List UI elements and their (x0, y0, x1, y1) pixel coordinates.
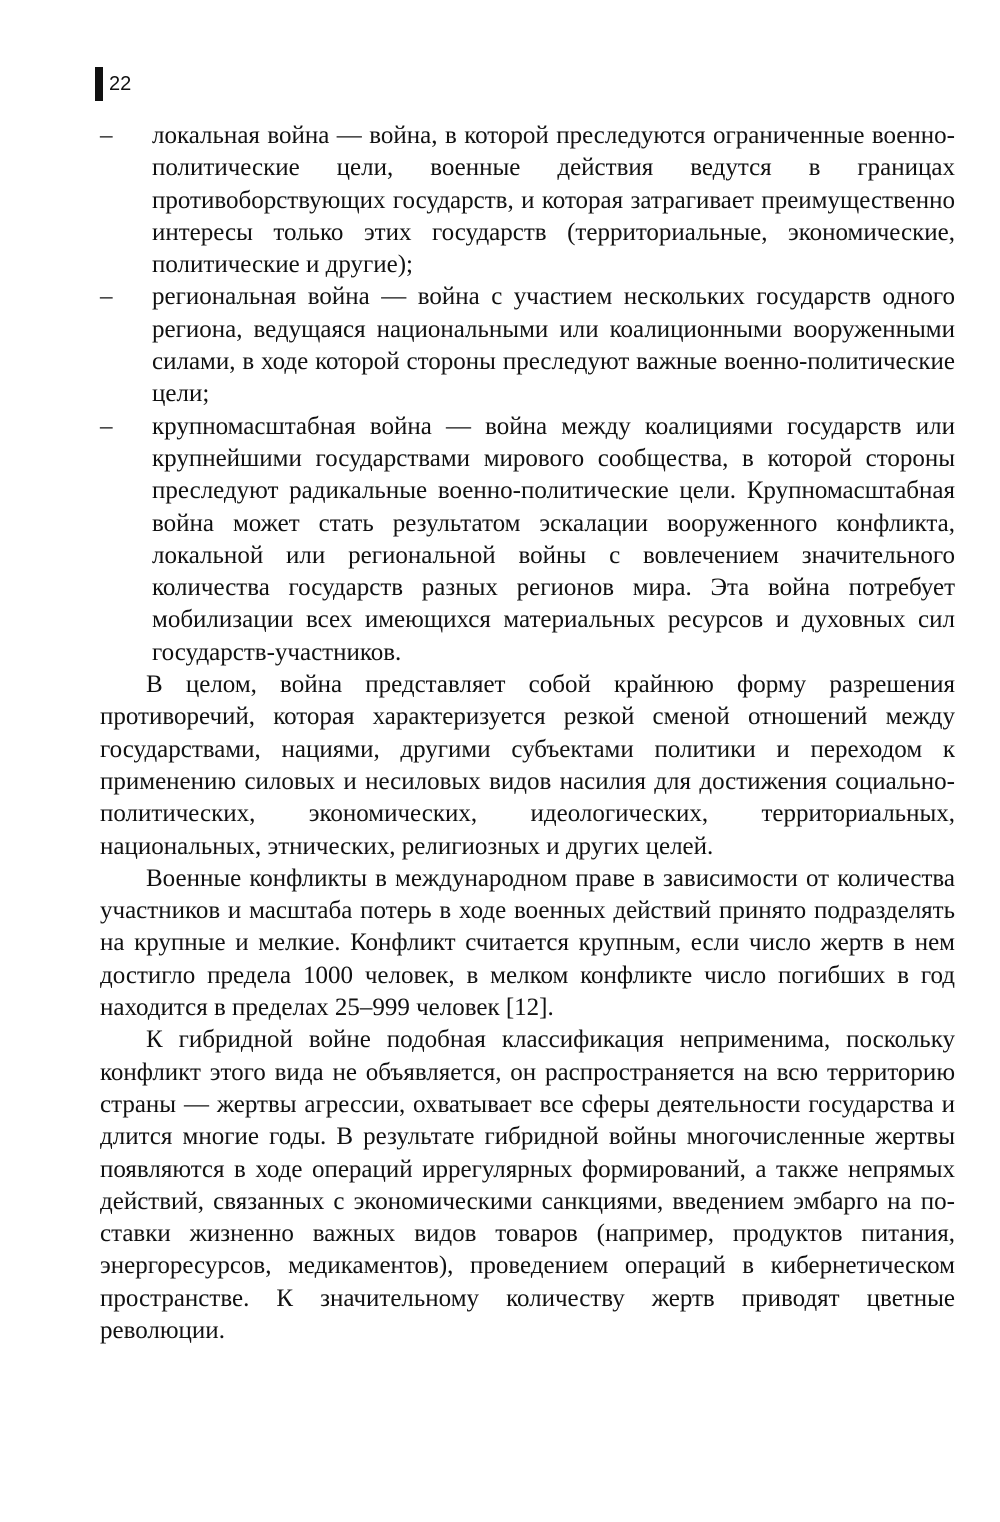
page-header (95, 66, 131, 102)
list-dash: – (100, 283, 113, 311)
war-types-list (100, 120, 955, 669)
header-marker-bar (95, 67, 103, 101)
page-content (100, 120, 955, 1347)
list-dash: – (100, 122, 113, 149)
list-item-text: крупномасштабная война — война между коалициями государств или крупнейшими государствами мирового сообщества, в которой стороны преследуют радикальные военно-политические цели. Крупномасштабная война может стать результатом эскалации вооруженного конфликта, локальной или региональной войны с вовлечением значительного количества государств разных регионов мира. Эта война потребует мобилизации всех имеющихся материальных ресурсов и духовных сил государств-участников. (152, 412, 955, 666)
list-item-regional-war (100, 281, 955, 410)
paragraph-conflict-classification: Военные конфликты в международном праве в зависимости от количества участников и масштаба потерь в ходе военных действий принято подразделять на крупные и мелкие. Конфликт считается крупным, если число жертв в нем достигло предела 1000 человек, в мелком конфликте число погибших в год находится в пределах 25–999 человек [12]. (100, 864, 955, 1022)
page-number: 22 (109, 72, 132, 95)
paragraph-hybrid-war: К гибридной войне подобная классификация неприменима, поскольку конфликт этого вида не объявляется, он распространяется на всю территорию страны — жертвы агрессии, охватывает все сферы деятельности государства и длится многие годы. В результате гибридной войны многочисленные жертвы появляются в ходе операций иррегулярных формирований, а также непрямых действий, связанных с экономическими санкциями, введением эмбарго на поставки жизненно важных видов товаров (например, продуктов питания, энергоресурсов, медикаментов), проведением операций в кибернетическом пространстве. К значительному количеству жертв приводят цветные революции. (100, 1026, 955, 1344)
list-item-large-scale-war (100, 411, 955, 669)
list-item-local-war (100, 120, 955, 281)
list-item-text: локальная война — война, в которой преследуются ограниченные военно-политические цели, военные действия ведутся в границах противоборствующих государств, и которая затрагивает преимущественно интересы только этих государств (территориальные, экономические, политические и другие); (152, 122, 955, 279)
list-item-text: региональная война — война с участием нескольких государств одного региона, ведущаяся национальными или коалиционными вооруженными силами, в ходе которой стороны преследуют важные военно-политические цели; (152, 283, 955, 408)
paragraph-war-definition: В целом, война представляет собой крайнюю форму разрешения противоречий, которая характеризуется резкой сменой отношений между государствами, нациями, другими субъектами политики и переходом к применению силовых и несиловых видов насилия для достижения социально-политических, экономических, идеологических, территориальных, национальных, этнических, религиозных и других целей. (100, 671, 955, 860)
list-dash: – (100, 412, 113, 440)
